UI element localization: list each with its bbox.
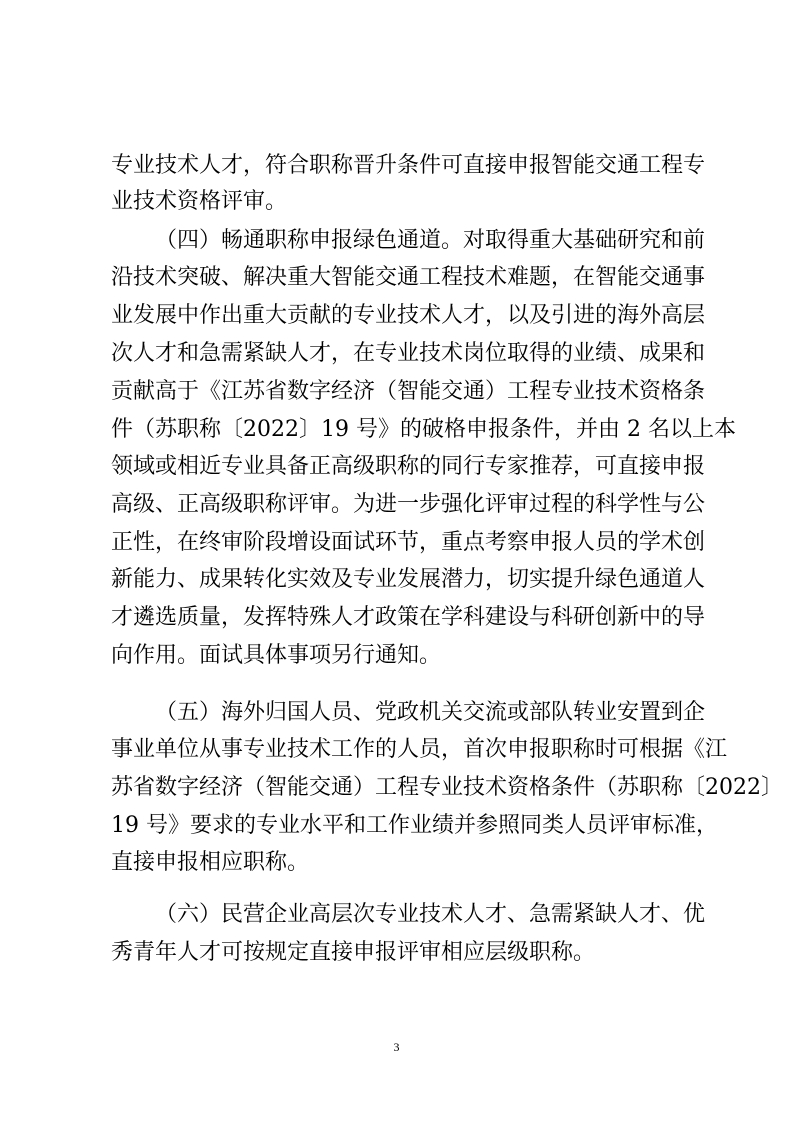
text-line: 才遴选质量，发挥特殊人才政策在学科建设与科研创新中的导 xyxy=(111,605,706,630)
text-line: 件（苏职称〔2022〕19 号》的破格申报条件，并由 2 名以上本 xyxy=(111,417,736,442)
text-line: 业技术资格评审。 xyxy=(111,189,288,214)
text-line: 新能力、成果转化实效及专业发展潜力，切实提升绿色通道人 xyxy=(111,567,706,592)
text-line: 高级、正高级职称评审。为进一步强化评审过程的科学性与公 xyxy=(111,492,706,517)
page-number: 3 xyxy=(393,1040,400,1054)
text-line: （四）畅通职称申报绿色通道。对取得重大基础研究和前 xyxy=(155,228,706,253)
text-line: 秀青年人才可按规定直接申报评审相应层级职称。 xyxy=(111,940,596,965)
text-line: 直接申报相应职称。 xyxy=(111,850,310,875)
text-line: 贡献高于《江苏省数字经济（智能交通）工程专业技术资格条 xyxy=(111,379,706,404)
text-line: 次人才和急需紧缺人才，在专业技术岗位取得的业绩、成果和 xyxy=(111,341,706,366)
text-line: 专业技术人才，符合职称晋升条件可直接申报智能交通工程专 xyxy=(111,153,706,178)
text-line: 苏省数字经济（智能交通）工程专业技术资格条件（苏职称〔2022〕 xyxy=(111,775,783,800)
text-line: 19 号》要求的专业水平和工作业绩并参照同类人员评审标准， xyxy=(111,813,718,838)
text-line: 事业单位从事专业技术工作的人员，首次申报职称时可根据《江 xyxy=(111,737,728,762)
text-line: 业发展中作出重大贡献的专业技术人才，以及引进的海外高层 xyxy=(111,303,706,328)
text-line: 正性，在终审阶段增设面试环节，重点考察申报人员的学术创 xyxy=(111,530,706,555)
text-line: （六）民营企业高层次专业技术人才、急需紧缺人才、优 xyxy=(155,902,706,927)
text-line: 沿技术突破、解决重大智能交通工程技术难题，在智能交通事 xyxy=(111,265,706,290)
text-line: 领域或相近专业具备正高级职称的同行专家推荐，可直接申报 xyxy=(111,454,706,479)
text-line: 向作用。面试具体事项另行通知。 xyxy=(111,643,442,668)
text-line: （五）海外归国人员、党政机关交流或部队转业安置到企 xyxy=(155,700,706,725)
